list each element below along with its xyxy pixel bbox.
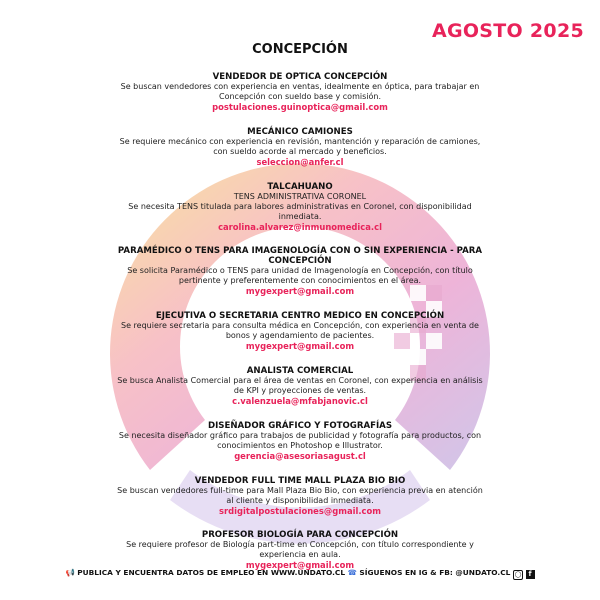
job-description: Se buscan vendedores con experiencia en ventas, idealmente en óptica, para trabajar en: [120, 82, 480, 91]
job-listing: [110, 366, 490, 406]
job-title: VENDEDOR DE OPTICA CONCEPCIÓN: [212, 72, 388, 82]
job-description: pertinente y preferentemente con conocimientos en el área.: [178, 276, 422, 285]
job-email-link[interactable]: mygexpert@gmail.com: [245, 341, 355, 351]
job-listing: [110, 127, 490, 167]
job-listing: [110, 246, 490, 296]
facebook-icon[interactable]: f: [526, 570, 535, 579]
job-email-link[interactable]: c.valenzuela@mfabjanovic.cl: [232, 396, 368, 406]
job-description: Se requiere secretaria para consulta médica en Concepción, con experiencia en venta de: [121, 321, 479, 330]
job-listing: [110, 476, 490, 516]
job-title: DISEÑADOR GRÁFICO Y FOTOGRAFÍAS: [207, 421, 393, 431]
job-email-link[interactable]: srdigitalpostulaciones@gmail.com: [219, 506, 381, 516]
job-title: VENDEDOR FULL TIME MALL PLAZA BIO BIO: [194, 476, 406, 486]
job-description: Se buscan vendedores full-time para Mall Plaza Bio Bio, con experiencia previa en atención: [117, 486, 483, 495]
job-description: de KPI y proyecciones de ventas.: [233, 386, 367, 395]
megaphone-icon: 📢: [65, 568, 75, 577]
job-description: Se necesita TENS titulada para labores administrativas en Coronel, con disponibilidad: [128, 202, 472, 211]
job-title-continued: CONCEPCIÓN: [268, 256, 332, 266]
job-description: Se requiere profesor de Biología part-time en Concepción, con título correspondiente y: [126, 540, 474, 549]
job-description: Se busca Analista Comercial para el área de ventas en Coronel, con experiencia en análisis: [117, 376, 483, 385]
job-listing: [110, 311, 490, 351]
job-description: Concepción con sueldo base y comisión.: [219, 92, 381, 101]
job-title: MECÁNICO CAMIONES: [247, 127, 353, 137]
job-description: bonos y agendamiento de pacientes.: [225, 331, 375, 340]
job-title: TALCAHUANO: [267, 182, 333, 192]
job-email-link[interactable]: seleccion@anfer.cl: [256, 157, 344, 167]
footer-bar: [0, 568, 600, 580]
job-email-link[interactable]: mygexpert@gmail.com: [245, 560, 355, 570]
job-title: ANALISTA COMERCIAL: [246, 366, 354, 376]
job-subtitle: TENS ADMINISTRATIVA CORONEL: [233, 192, 367, 201]
job-listing: [110, 530, 490, 570]
job-title: EJECUTIVA O SECRETARIA CENTRO MEDICO EN CONCEPCIÓN: [155, 311, 445, 321]
job-email-link[interactable]: carolina.alvarez@inmunomedica.cl: [218, 222, 382, 232]
job-description: Se necesita diseñador gráfico para trabajos de publicidad y fotografía para productos, con: [118, 431, 482, 440]
month-year-heading: AGOSTO 2025: [431, 20, 584, 42]
footer-publish-text[interactable]: PUBLICA Y ENCUENTRA DATOS DE EMPLEO EN WWW.UNDATO.CL: [77, 568, 346, 577]
job-description: con sueldo acorde al mercado y beneficios.: [213, 147, 387, 156]
job-title: PARAMÉDICO O TENS PARA IMAGENOLOGÍA CON O SIN EXPERIENCIA - PARA: [117, 246, 483, 256]
instagram-icon[interactable]: ◯: [514, 571, 522, 578]
job-email-link[interactable]: gerencia@asesoriasagust.cl: [234, 451, 366, 461]
city-heading: CONCEPCIÓN: [252, 42, 348, 57]
job-listing: [110, 421, 490, 461]
job-email-link[interactable]: postulaciones.guinoptica@gmail.com: [212, 102, 388, 112]
job-description: Se requiere mecánico con experiencia en revisión, mantención y reparación de camiones,: [119, 137, 481, 146]
footer-social-text[interactable]: SÍGUENOS EN IG & FB: @UNDATO.CL: [359, 568, 511, 577]
phone-icon: ☎: [347, 568, 357, 577]
job-listing: [110, 182, 490, 232]
job-description: Se solicita Paramédico o TENS para unidad de Imagenología en Concepción, con título: [127, 266, 473, 275]
job-email-link[interactable]: mygexpert@gmail.com: [245, 286, 355, 296]
job-description: al cliente y disponibilidad inmediata.: [226, 496, 374, 505]
job-listing: [110, 72, 490, 112]
job-description: conocimientos en Photoshop e Illustrator.: [217, 441, 383, 450]
job-description: inmediata.: [278, 212, 322, 221]
job-title: PROFESOR BIOLOGÍA PARA CONCEPCIÓN: [201, 530, 399, 540]
job-description: experiencia en aula.: [259, 550, 341, 559]
